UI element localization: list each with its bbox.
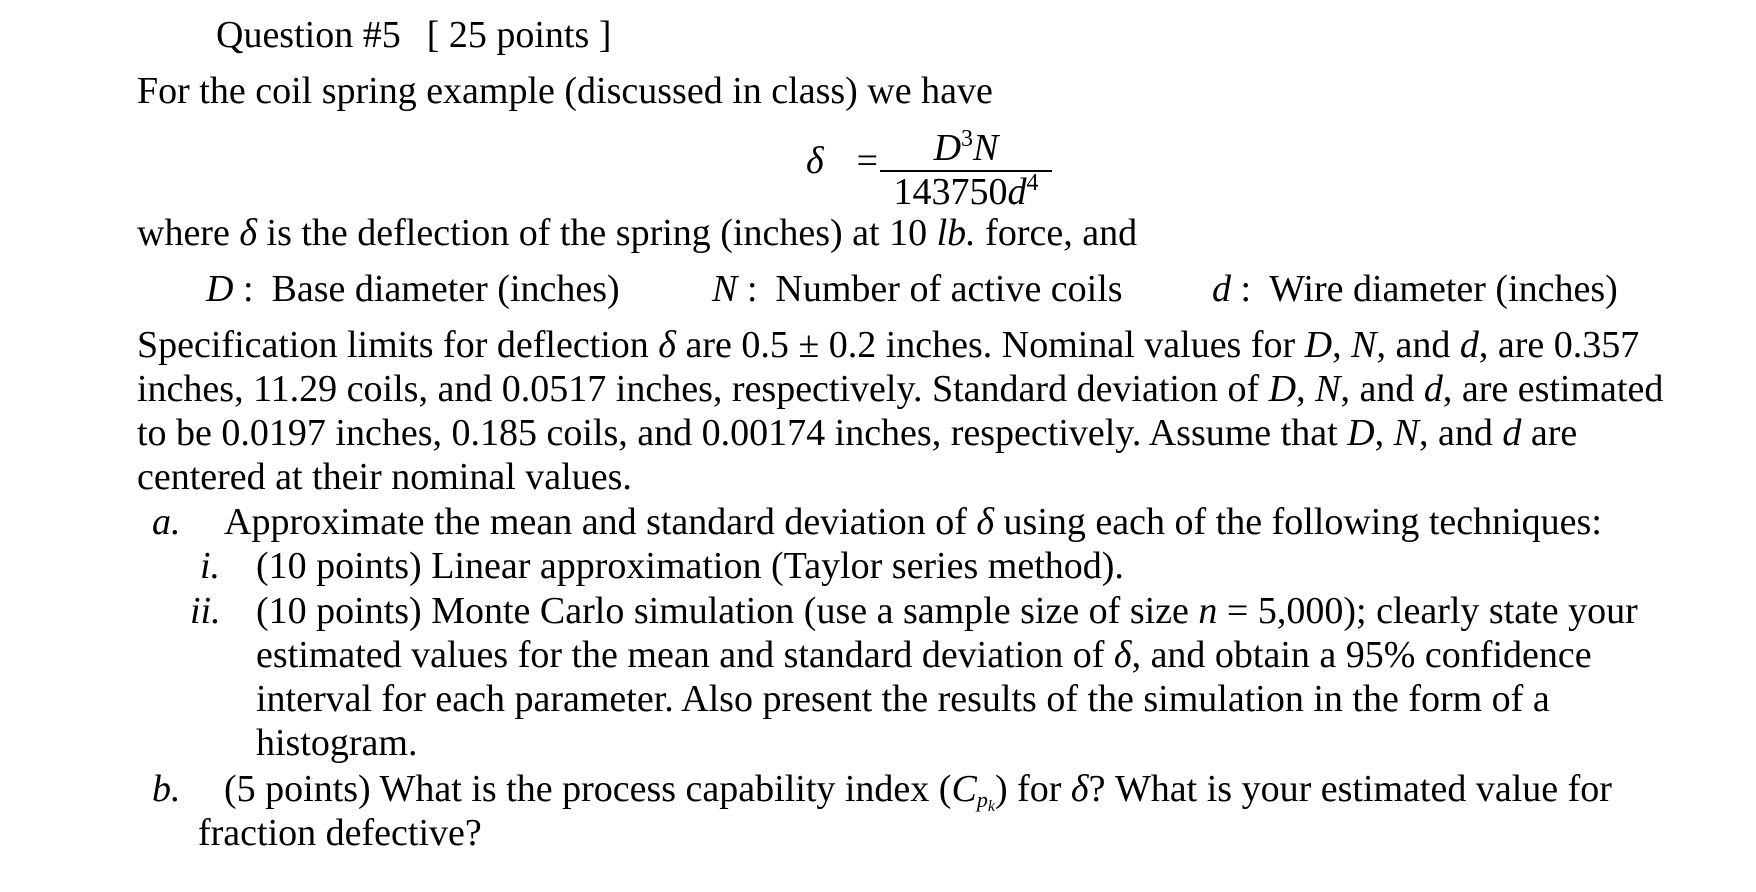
part-a-text: Approximate the mean and standard deviation of δ using each of the following techniques: (224, 501, 1602, 543)
part-a-ii-line-1: (10 points) Monte Carlo simulation (use a sample size of size n = 5,000); clearly state your (256, 590, 1638, 632)
question-header (216, 12, 611, 58)
formula-denominator: $143750d^4$ (893, 170, 1039, 213)
intro-text: For the coil spring example (discussed in class) we have (137, 70, 993, 112)
part-b-marker: b. (152, 768, 181, 810)
formula-fraction (880, 128, 1052, 212)
question-title: Question #5 (216, 14, 401, 56)
spec-line-1: Specification limits for deflection δ are 0.5 ± 0.2 inches. Nominal values for D, N, and d, are 0.357 (137, 324, 1640, 366)
var-D-def: D : Base diameter (inches) (206, 268, 620, 310)
part-a-marker: a. (152, 501, 181, 543)
part-a-ii-line-3: interval for each parameter. Also present the results of the simulation in the form of a (256, 678, 1550, 720)
spec-line-3: to be 0.0197 inches, 0.185 coils, and 0.00174 inches, respectively. Assume that D, N, and d are (137, 412, 1578, 454)
var-d-def: d : Wire diameter (inches) (1212, 268, 1618, 310)
where-line: where δ is the deflection of the spring (inches) at 10 lb. force, and (137, 212, 1138, 254)
delta-symbol: δ (806, 140, 824, 182)
part-a-i-text: (10 points) Linear approximation (Taylor series method). (256, 545, 1124, 587)
spec-line-2: inches, 11.29 coils, and 0.0517 inches, respectively. Standard deviation of D, N, and d, are estimated (137, 368, 1664, 410)
var-N-def: N : Number of active coils (712, 268, 1123, 310)
part-b-line-2: fraction defective? (198, 812, 482, 854)
question-points: [ 25 points ] (426, 14, 612, 56)
formula-numerator: $D^3N$ (880, 128, 1052, 172)
part-a-ii-line-4: histogram. (256, 722, 418, 764)
spec-line-4: centered at their nominal values. (137, 456, 632, 498)
part-a-ii-line-2: estimated values for the mean and standard deviation of δ, and obtain a 95% confidence (256, 634, 1592, 676)
part-a-ii-marker: ii. (190, 590, 221, 632)
equals-sign: = (856, 140, 879, 182)
part-b-line-1: (5 points) What is the process capability index $(C_{pk})$ for δ? What is your estimated value for (224, 768, 1612, 815)
part-a-i-marker: i. (200, 545, 221, 587)
formula-lhs (806, 138, 878, 184)
cpk-subscript: pk (976, 787, 995, 815)
